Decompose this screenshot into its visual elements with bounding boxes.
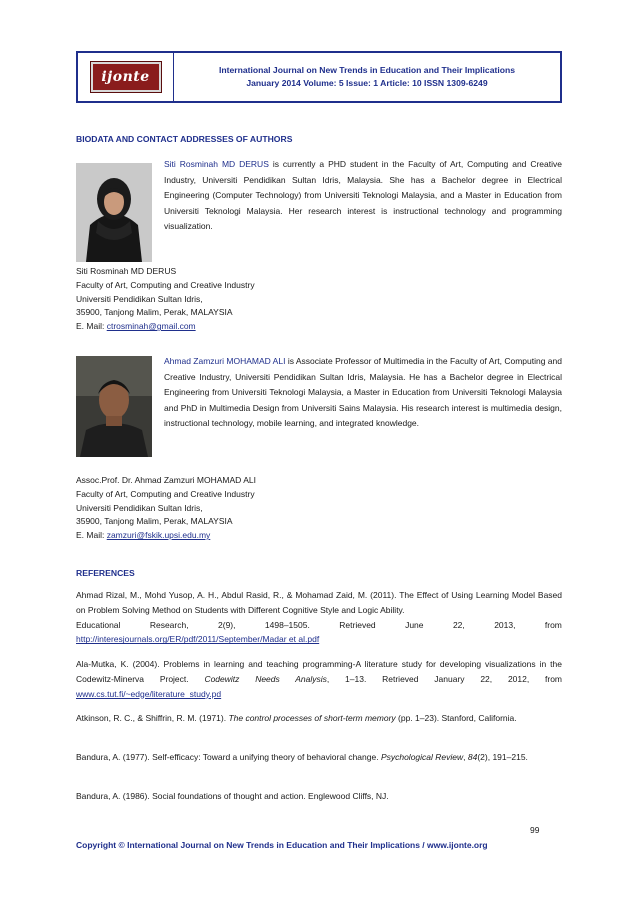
- address-name-2: Assoc.Prof. Dr. Ahmad Zamzuri MOHAMAD ALI: [76, 475, 256, 485]
- reference-4-pages: (2), 191–215.: [477, 752, 528, 762]
- reference-3-title: The control processes of short-term memory: [228, 713, 396, 723]
- biodata-heading: BIODATA AND CONTACT ADDRESSES OF AUTHORS: [76, 134, 293, 144]
- copyright-footer: Copyright © International Journal on New Trends in Education and Their Implications / www.ijonte.org: [76, 840, 488, 850]
- ref1-word: June: [405, 619, 424, 630]
- author-address-1: [76, 265, 255, 334]
- journal-header: [76, 51, 562, 103]
- address-university-2: Universiti Pendidikan Sultan Idris,: [76, 502, 203, 513]
- author-bio-2: [164, 354, 562, 432]
- author-bio-name-1: Siti Rosminah MD DERUS: [164, 159, 269, 169]
- ref1-word: Research,: [149, 619, 189, 630]
- author-photo-1: [76, 163, 152, 262]
- ref1-word: 2(9),: [218, 619, 236, 630]
- author-bio-name-2: Ahmad Zamzuri MOHAMAD ALI: [164, 356, 286, 366]
- reference-2-link[interactable]: www.cs.tut.fi/~edge/literature_study.pd: [76, 688, 222, 699]
- issue-info: January 2014 Volume: 5 Issue: 1 Article: 10 ISSN 1309-6249: [246, 78, 488, 88]
- journal-logo: ijonte: [91, 62, 161, 92]
- journal-name: International Journal on New Trends in Education and Their Implications: [218, 65, 516, 75]
- reference-4-volume: 84: [467, 752, 478, 762]
- address-email-line-2: [76, 529, 256, 543]
- author-bio-text-1: is currently a PHD student in the Faculty of Art, Computing and Creative Industry, Universiti Pendidikan Sultan Idris, Malaysia. She has a Bachelor degree in Electrical Engineering (Computer Technology) from Universiti Teknologi Malaysia, and a Master in Education from Universiti Teknologi Malaysia. Her research interest is instructional technology and programming visualization.: [164, 159, 562, 232]
- ref1-word: 1498–1505.: [264, 619, 310, 630]
- reference-1-body: Ahmad Rizal, M., Mohd Yusop, A. H., Abdul Rasid, R., & Mohamad Zaid, M. (2011). The Effect of Using Learning Model Based on Problem Solving Method on Students with Different Cognitive Style and Logic Ability.: [76, 590, 562, 615]
- page-number: 99: [530, 825, 540, 835]
- reference-4: [76, 750, 562, 765]
- address-faculty-2: Faculty of Art, Computing and Creative Industry: [76, 488, 255, 499]
- reference-2: [76, 657, 562, 701]
- author-bio-text-2: is Associate Professor of Multimedia in the Faculty of Art, Computing and Creative Industry, Universiti Pendidikan Sultan Idris, Malaysia. He has a Bachelor degree in Electrical Engineering from Universiti Teknologi Malaysia, a Master in Education from Universiti Teknologi Malaysia and PhD in Multimedia Design from Universiti Sains Malaysia. His research interest is multimedia design, instructional technology, mobile learning, and integrated knowledge.: [164, 356, 562, 429]
- reference-2-source: Codewitz Needs Analysis: [204, 673, 327, 684]
- reference-4-sep: ,: [463, 752, 468, 762]
- header-text: [174, 53, 560, 101]
- address-city-2: 35900, Tanjong Malim, Perak, MALAYSIA: [76, 516, 233, 527]
- reference-4-text: Bandura, A. (1977). Self-efficacy: Toward a unifying theory of behavioral change.: [76, 752, 381, 762]
- reference-2-retrieved: , 1–13. Retrieved January 22, 2012, from: [326, 673, 563, 684]
- author-photo-2: [76, 356, 152, 457]
- reference-4-journal: Psychological Review: [380, 752, 464, 762]
- ref1-word: 22,: [452, 619, 465, 630]
- reference-1: [76, 588, 562, 647]
- author-bio-1: [164, 157, 562, 235]
- address-name-1: Siti Rosminah MD DERUS: [76, 266, 177, 276]
- reference-3: [76, 711, 562, 726]
- email-link-2[interactable]: zamzuri@fskik.upsi.edu.my: [106, 530, 211, 541]
- reference-2-text: Ala-Mutka, K. (2004). Problems in learning and teaching programming-A literature study for developing visualizations in the Codewitz-Minerva Project.: [76, 659, 562, 684]
- address-faculty-1: Faculty of Art, Computing and Creative Industry: [76, 279, 255, 290]
- ref1-word: Educational: [76, 619, 121, 630]
- email-label-2: E. Mail:: [76, 530, 107, 541]
- author-portrait-2-icon: [76, 356, 152, 457]
- ref1-word: Retrieved: [339, 619, 376, 630]
- author-portrait-1-icon: [76, 163, 152, 262]
- author-address-2: [76, 474, 256, 543]
- address-email-line-1: [76, 320, 255, 334]
- ref1-word: from: [544, 619, 562, 630]
- email-label-1: E. Mail:: [76, 321, 107, 332]
- email-link-1[interactable]: ctrosminah@gmail.com: [106, 321, 196, 332]
- reference-3-text: Atkinson, R. C., & Shiffrin, R. M. (1971).: [76, 713, 229, 723]
- reference-1-link[interactable]: http://interesjournals.org/ER/pdf/2011/September/Madar et al.pdf: [76, 634, 320, 645]
- reference-5: Bandura, A. (1986). Social foundations of thought and action. Englewood Cliffs, NJ.: [76, 791, 389, 801]
- references-heading: REFERENCES: [76, 568, 135, 578]
- address-university-1: Universiti Pendidikan Sultan Idris,: [76, 293, 203, 304]
- logo-cell: [78, 53, 174, 101]
- reference-1-source-line: [76, 618, 562, 633]
- reference-3-pages: (pp. 1–23). Stanford, California.: [395, 713, 517, 723]
- ref1-word: 2013,: [494, 619, 516, 630]
- address-city-1: 35900, Tanjong Malim, Perak, MALAYSIA: [76, 307, 233, 318]
